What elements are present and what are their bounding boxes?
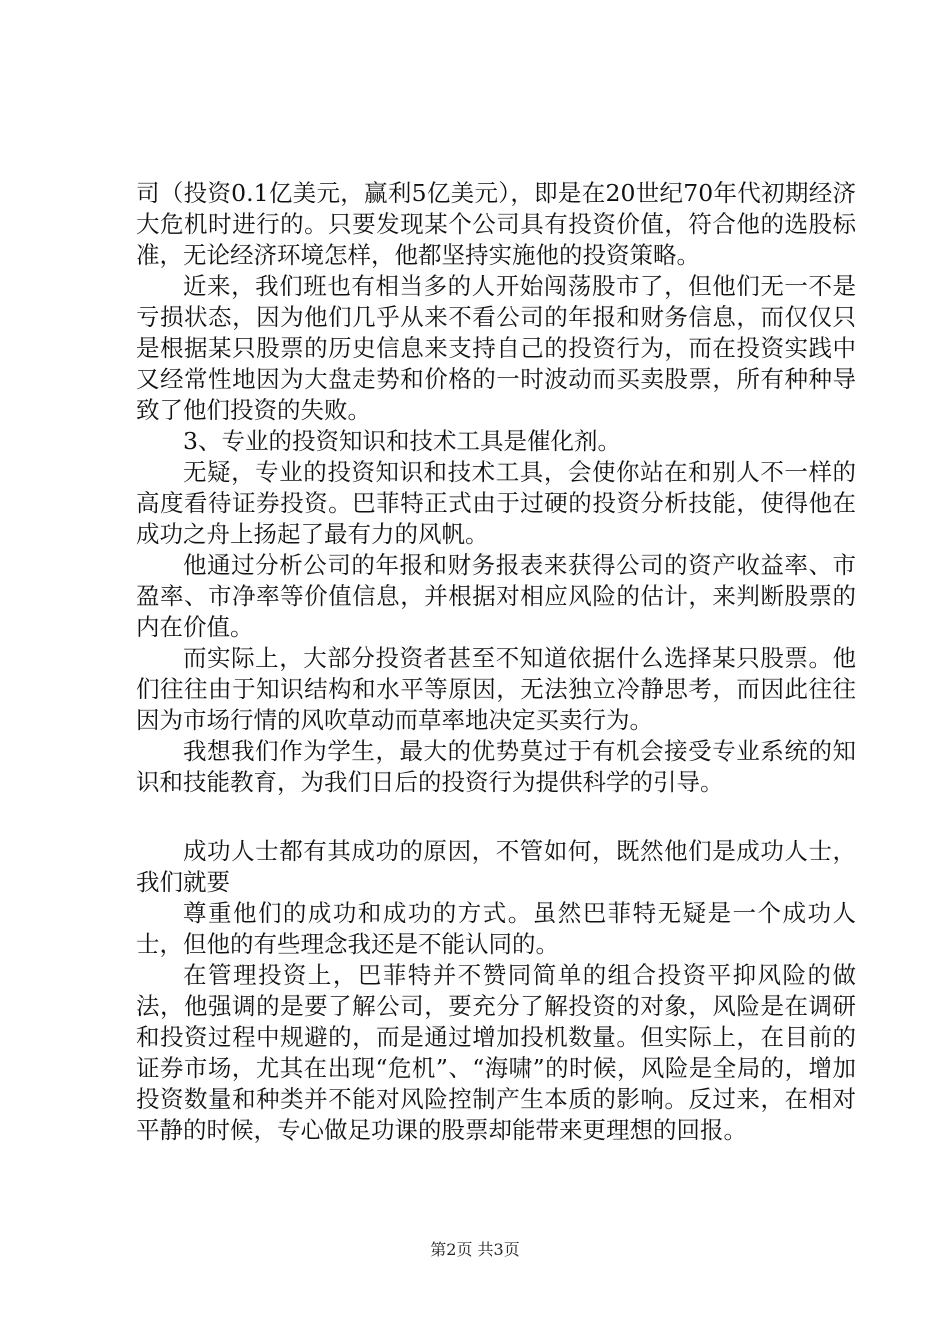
- paragraph-annual-report-analysis: 他通过分析公司的年报和财务报表来获得公司的资产收益率、市盈率、市净率等价值信息，并根据对相应风险的估计，来判断股票的内在价值。: [136, 551, 856, 641]
- paragraph-gap: [136, 798, 856, 836]
- paragraph-successful-people: 成功人士都有其成功的原因，不管如何，既然他们是成功人士，我们就要: [136, 837, 856, 896]
- paragraph-most-investors: 而实际上，大部分投资者甚至不知道依据什么选择某只股票。他们往往由于知识结构和水平等原因，无法独立冷静思考，而因此往往因为市场行情的风吹草动而草率地决定买卖行为。: [136, 644, 856, 734]
- section-heading-3: 3、专业的投资知识和技术工具是催化剂。: [183, 427, 621, 455]
- page-footer: 第2页 共3页: [430, 1240, 520, 1259]
- paragraph-investment-management: 在管理投资上，巴菲特并不赞同简单的组合投资平抑风险的做法，他强调的是要了解公司，要充分了解投资的对象，风险是在调研和投资过程中规避的，而是通过增加投机数量。但实际上，在目前的证券市场，尤其在出现“危机”、“海啸”的时候，风险是全局的，增加投资数量和种类并不能对风险控制产生本质的影响。反过来，在相对平静的时候，专心做足功课的股票却能带来更理想的回报。: [136, 961, 856, 1144]
- paragraph-continuation: 司（投资0.1亿美元，赢利5亿美元），即是在20世纪70年代初期经济大危机时进行的。只要发现某个公司具有投资价值，符合他的选股标准，无论经济环境怎样，他都坚持实施他的投资策略。: [136, 179, 856, 269]
- paragraph-classmates-stock: 近来，我们班也有相当多的人开始闯荡股市了，但他们无一不是亏损状态，因为他们几乎从来不看公司的年报和财务信息，而仅仅只是根据某只股票的历史信息来支持自己的投资行为，而在投资实践中又经常性地因为大盘走势和价格的一时波动而买卖股票，所有种种导致了他们投资的失败。: [136, 272, 856, 424]
- document-body: [136, 178, 856, 1146]
- paragraph-professional-knowledge: 无疑，专业的投资知识和技术工具，会使你站在和别人不一样的高度看待证券投资。巴菲特正式由于过硬的投资分析技能，使得他在成功之舟上扬起了最有力的风帆。: [136, 458, 856, 548]
- paragraph-students-advantage: 我想我们作为学生，最大的优势莫过于有机会接受专业系统的知识和技能教育，为我们日后的投资行为提供科学的引导。: [136, 737, 856, 796]
- paragraph-respect-success: 尊重他们的成功和成功的方式。虽然巴菲特无疑是一个成功人士，但他的有些理念我还是不能认同的。: [136, 899, 856, 958]
